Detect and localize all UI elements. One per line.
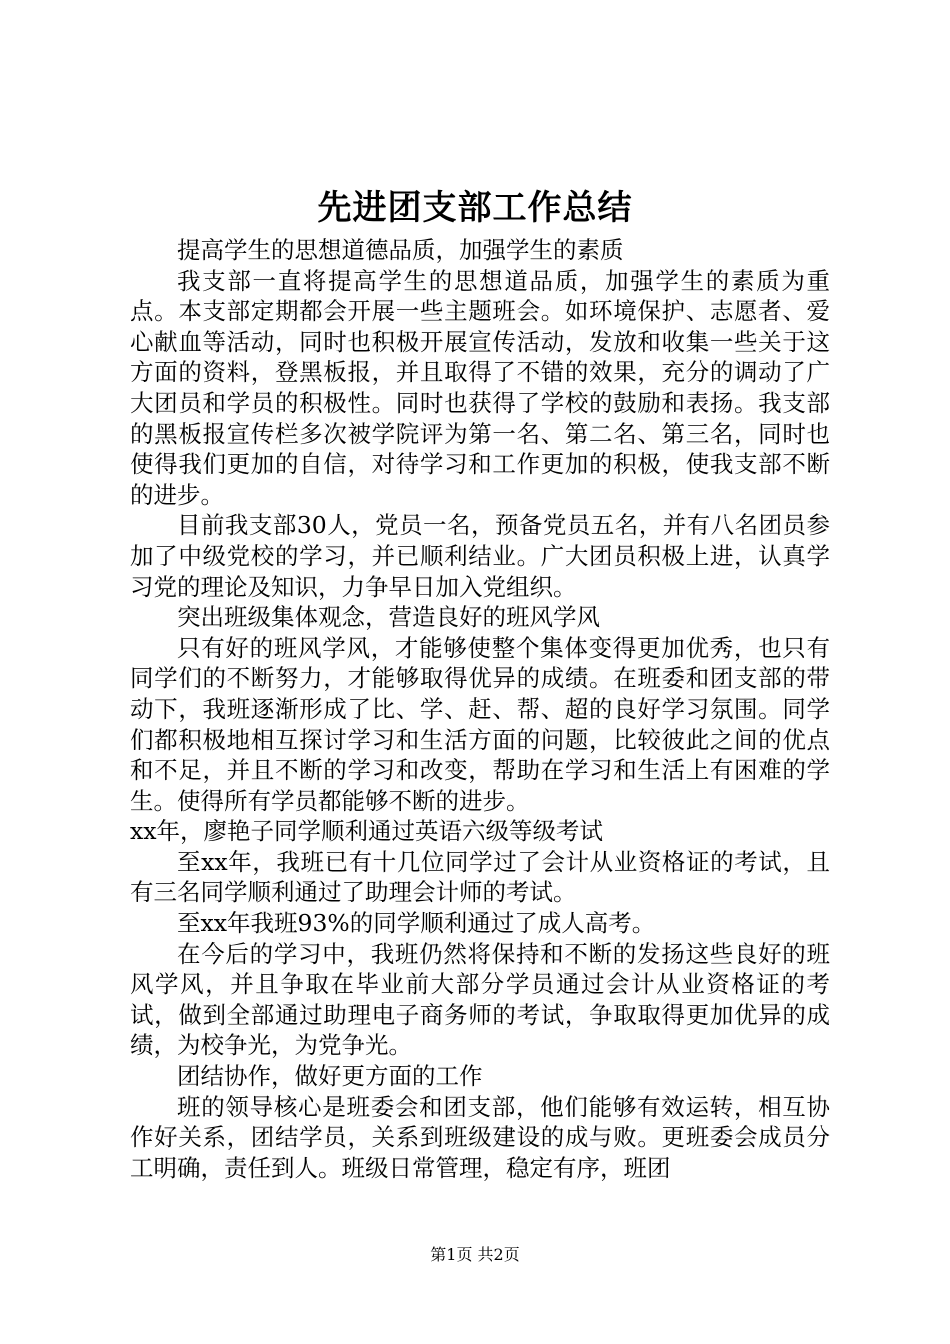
paragraph-english-exam: xx年，廖艳子同学顺利通过英语六级等级考试 [130,817,604,846]
paragraph-future-plans: 在今后的学习中，我班仍然将保持和不断的发扬这些良好的班风学风，并且争取在毕业前大部分学员通过会计从业资格证的考试，做到全部通过助理电子商务师的考试，争取取得更加优异的成绩，为校争光，为党争光。 [130,939,830,1060]
document-body [130,235,830,1183]
section-heading-class-spirit: 突出班级集体观念，营造良好的班风学风 [177,603,600,632]
section-heading-cooperation: 团结协作，做好更方面的工作 [177,1062,483,1091]
page-number-footer: 第1页 共2页 [430,1245,520,1264]
paragraph-membership: 目前我支部30人，党员一名，预备党员五名，并有八名团员参加了中级党校的学习，并已顺利结业。广大团员积极上进，认真学习党的理论及知识，力争早日加入党组织。 [130,511,830,601]
paragraph-class-spirit: 只有好的班风学风，才能够使整个集体变得更加优秀，也只有同学们的不断努力，才能够取得优异的成绩。在班委和团支部的带动下，我班逐渐形成了比、学、赶、帮、超的良好学习氛围。同学们都积极地相互探讨学习和生活方面的问题，比较彼此之间的优点和不足，并且不断的学习和改变，帮助在学习和生活上有困难的学生。使得所有学员都能够不断的进步。 [130,633,830,815]
paragraph-ideology-activities: 我支部一直将提高学生的思想道品质，加强学生的素质为重点。本支部定期都会开展一些主题班会。如环境保护、志愿者、爱心献血等活动，同时也积极开展宣传活动，发放和收集一些关于这方面的资料，登黑板报，并且取得了不错的效果，充分的调动了广大团员和学员的积极性。同时也获得了学校的鼓励和表扬。我支部的黑板报宣传栏多次被学院评为第一名、第二名、第三名，同时也使得我们更加的自信，对待学习和工作更加的积极，使我支部不断的进步。 [130,266,830,509]
document-title: 先进团支部工作总结 [317,188,633,228]
paragraph-cooperation: 班的领导核心是班委会和团支部，他们能够有效运转，相互协作好关系，团结学员，关系到班级建设的成与败。更班委会成员分工明确，责任到人。班级日常管理，稳定有序，班团 [130,1092,830,1182]
paragraph-adult-exam: 至xx年我班93%的同学顺利通过了成人高考。 [177,909,656,938]
section-heading-ideology: 提高学生的思想道德品质，加强学生的素质 [177,236,624,264]
paragraph-accounting-exam: 至xx年，我班已有十几位同学过了会计从业资格证的考试，且有三名同学顺利通过了助理会计师的考试。 [130,847,830,907]
